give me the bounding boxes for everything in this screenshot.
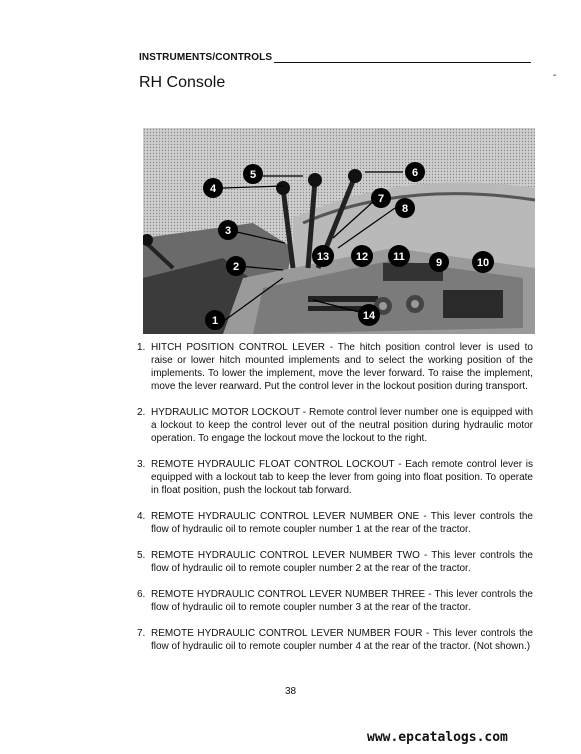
list-item <box>137 627 533 653</box>
item-number: 2. <box>137 407 146 418</box>
page-title: RH Console <box>139 74 226 91</box>
list-item <box>137 341 533 393</box>
console-photo <box>143 128 535 334</box>
item-number: 1. <box>137 342 146 353</box>
item-text: REMOTE HYDRAULIC CONTROL LEVER NUMBER FOUR - This lever controls the flow of hydraulic oil to remote coupler number 4 at the rear of the tractor. (Not shown.) <box>151 628 533 652</box>
svg-text:14: 14 <box>362 310 376 322</box>
item-number: 5. <box>137 550 146 561</box>
item-text: REMOTE HYDRAULIC CONTROL LEVER NUMBER ONE - This lever controls the flow of hydraulic oil to remote coupler number 1 at the rear of the tractor. <box>151 511 533 535</box>
item-number: 6. <box>137 589 146 600</box>
svg-text:6: 6 <box>411 167 419 179</box>
item-number: 4. <box>137 511 146 522</box>
svg-text:4: 4 <box>209 183 217 195</box>
svg-text:13: 13 <box>316 251 330 263</box>
item-text: REMOTE HYDRAULIC FLOAT CONTROL LOCKOUT - Each remote control lever is equipped with a lockout tab to keep the lever from going into float position. To operate in float position, push the lockout tab forward. <box>151 459 533 496</box>
item-number: 3. <box>137 459 146 470</box>
svg-text:11: 11 <box>393 251 405 263</box>
svg-text:5: 5 <box>249 169 257 181</box>
section-label: INSTRUMENTS/CONTROLS <box>139 52 273 63</box>
item-text: HYDRAULIC MOTOR LOCKOUT - Remote control lever number one is equipped with a lockout to keep the control lever out of the neutral position during hydraulic motor operation. To engage the lockout move the lockout to the right. <box>151 407 533 444</box>
list-item <box>137 549 533 575</box>
control-list <box>137 341 533 666</box>
list-item <box>137 588 533 614</box>
item-text: REMOTE HYDRAULIC CONTROL LEVER NUMBER THREE - This lever controls the flow of hydraulic oil to remote coupler number 3 at the rear of the tractor. <box>151 589 533 613</box>
margin-mark: - <box>553 70 557 81</box>
svg-text:9: 9 <box>435 257 443 269</box>
list-item <box>137 406 533 445</box>
svg-text:1: 1 <box>211 315 219 327</box>
svg-text:3: 3 <box>224 225 232 237</box>
watermark: www.epcatalogs.com <box>367 730 508 745</box>
svg-text:12: 12 <box>355 251 369 263</box>
section-header <box>139 52 531 66</box>
svg-text:2: 2 <box>232 261 240 273</box>
svg-text:10: 10 <box>476 257 490 269</box>
item-text: REMOTE HYDRAULIC CONTROL LEVER NUMBER TWO - This lever controls the flow of hydraulic oil to remote coupler number 2 at the rear of the tractor. <box>151 550 533 574</box>
page-number: 38 <box>284 686 297 697</box>
list-item <box>137 458 533 497</box>
svg-text:7: 7 <box>377 193 385 205</box>
item-number: 7. <box>137 628 146 639</box>
item-text: HITCH POSITION CONTROL LEVER - The hitch position control lever is used to raise or lower hitch mounted implements and to select the working position of the implements. To lower the implement, move the lever forward. To raise the implement, move the lever rearward. Put the control lever in the lockout position during transport. <box>151 342 533 392</box>
list-item <box>137 510 533 536</box>
svg-text:8: 8 <box>401 203 409 215</box>
